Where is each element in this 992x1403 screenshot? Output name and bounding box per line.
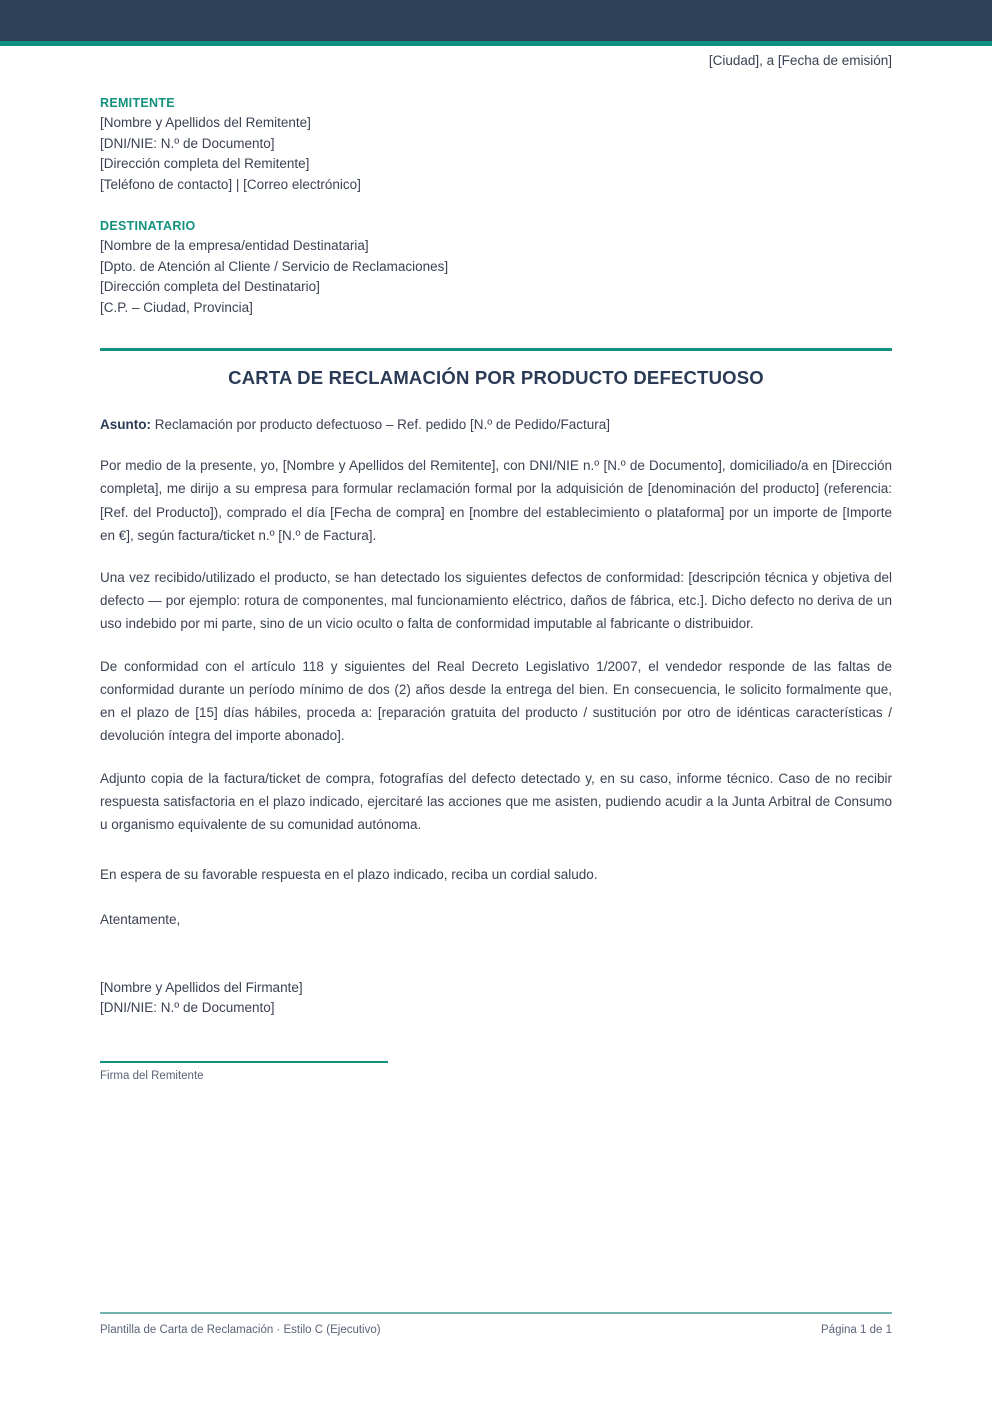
body-paragraph-1: Por medio de la presente, yo, [Nombre y Apellidos del Remitente], con DNI/NIE n.º [N.º de Documento], domiciliado/a en [Dirección completa], me dirijo a su empresa para formular reclamación formal por la adquisición de [denominación del producto] (referencia: [Ref. del Producto]), comprado el día [Fecha de compra] en [nombre del establecimiento o plataforma] por un importe de [Importe en €], según factura/ticket n.º [N.º de Factura]. bbox=[100, 458, 892, 543]
body-paragraph-3: De conformidad con el artículo 118 y siguientes del Real Decreto Legislativo 1/2007, el vendedor responde de las faltas de conformidad durante un período mínimo de dos (2) años desde la entrega del bien. En consecuencia, le solicito formalmente que, en el plazo de [15] días hábiles, proceda a: [reparación gratuita del producto / sustitución por otro de idénticas características / devolución íntegra del importe abonado]. bbox=[100, 658, 892, 744]
sender-line-contact: [Teléfono de contacto] | [Correo electrónico] bbox=[100, 176, 361, 192]
signer-id: [DNI/NIE: N.º de Documento] bbox=[100, 1000, 275, 1016]
sender-heading: REMITENTE bbox=[100, 96, 175, 111]
recipient-block bbox=[100, 219, 892, 318]
footer-page-number: Página 1 de 1 bbox=[821, 1323, 892, 1336]
sender-line-id: [DNI/NIE: N.º de Documento] bbox=[100, 135, 275, 151]
recipient-line-company: [Nombre de la empresa/entidad Destinataria] bbox=[100, 238, 369, 254]
sender-line-address: [Dirección completa del Remitente] bbox=[100, 156, 310, 172]
footer-row bbox=[100, 1324, 892, 1336]
page-title: CARTA DE RECLAMACIÓN POR PRODUCTO DEFECTUOSO bbox=[228, 366, 764, 388]
body-paragraph-4: Adjunto copia de la factura/ticket de compra, fotografías del defecto detectado y, en su caso, informe técnico. Caso de no recibir respuesta satisfactoria en el plazo indicado, ejercitaré las acciones que me asisten, pudiendo acudir a la Junta Arbitral de Consumo u organismo equivalente de su comunidad autónoma. bbox=[100, 770, 892, 832]
document-content bbox=[100, 0, 892, 1082]
sender-line-name: [Nombre y Apellidos del Remitente] bbox=[100, 115, 311, 131]
date-line: [Ciudad], a [Fecha de emisión] bbox=[708, 53, 892, 68]
recipient-line-city: [C.P. – Ciudad, Provincia] bbox=[100, 299, 253, 315]
body-paragraph-2: Una vez recibido/utilizado el producto, se han detectado los siguientes defectos de conformidad: [descripción técnica y objetiva del defecto — por ejemplo: rotura de componentes, mal funcionamiento eléctrico, daños de fábrica, etc.]. Dicho defecto no deriva de un uso indebido por mi parte, sino de un vicio oculto o falta de conformidad imputable al fabricante o distribuidor. bbox=[100, 569, 892, 632]
footer-divider-rule bbox=[100, 1312, 892, 1314]
recipient-line-address: [Dirección completa del Destinatario] bbox=[100, 279, 320, 295]
signature-caption: Firma del Remitente bbox=[100, 1069, 204, 1082]
subject-label: Asunto: bbox=[100, 416, 151, 432]
signer-name: [Nombre y Apellidos del Firmante] bbox=[100, 979, 303, 995]
signature-rule bbox=[100, 1061, 388, 1063]
signer-block bbox=[100, 978, 892, 1019]
subject-line bbox=[100, 415, 892, 435]
footer-template-label: Plantilla de Carta de Reclamación · Estilo C (Ejecutivo) bbox=[100, 1323, 381, 1336]
recipient-heading: DESTINATARIO bbox=[100, 219, 196, 234]
closing-paragraph: En espera de su favorable respuesta en el plazo indicado, reciba un cordial saludo. bbox=[100, 867, 598, 883]
recipient-line-department: [Dpto. de Atención al Cliente / Servicio de Reclamaciones] bbox=[100, 258, 449, 274]
title-divider-rule bbox=[100, 348, 892, 351]
page-footer bbox=[100, 1312, 892, 1336]
sender-block bbox=[100, 96, 892, 195]
signoff-text: Atentamente, bbox=[100, 912, 181, 928]
subject-text: Reclamación por producto defectuoso – Ref. pedido [N.º de Pedido/Factura] bbox=[154, 416, 610, 432]
